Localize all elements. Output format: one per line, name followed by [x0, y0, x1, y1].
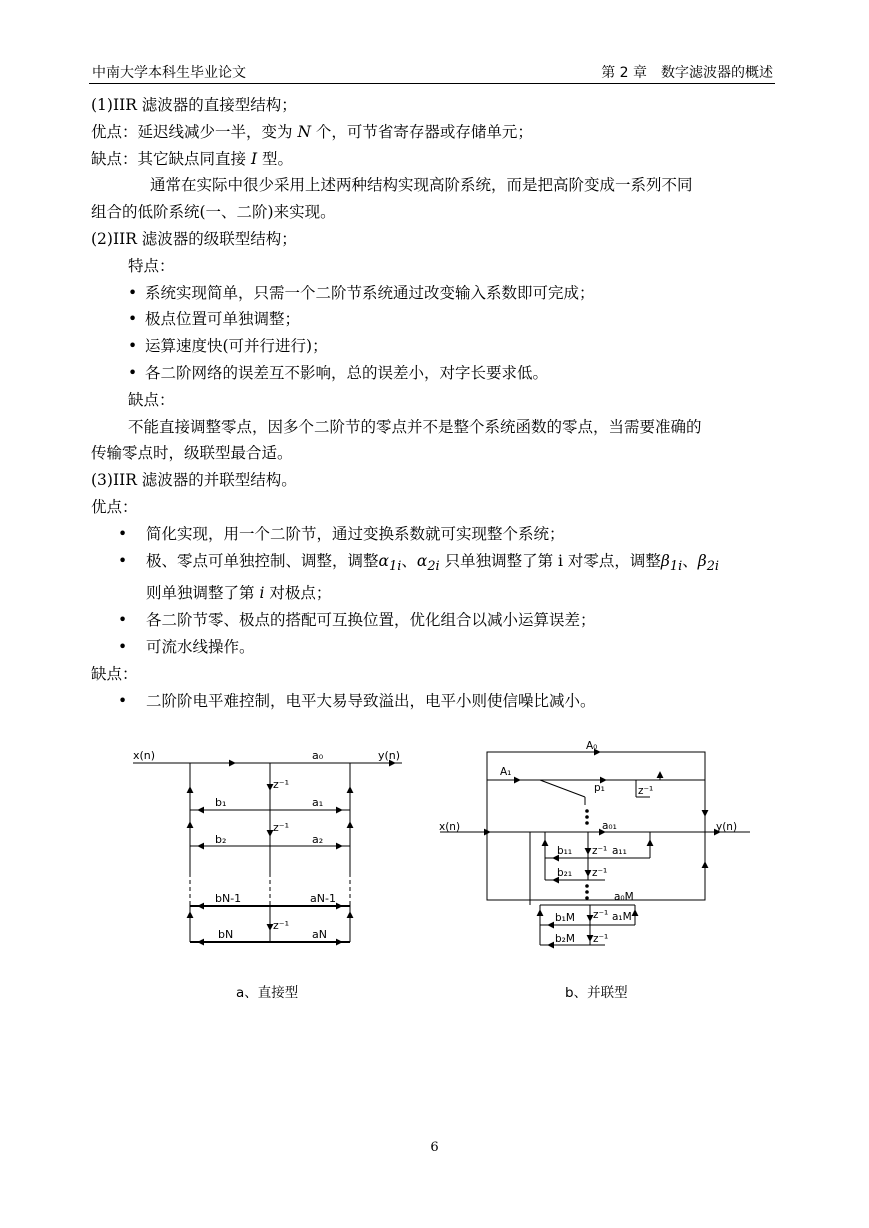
diagonal-path	[540, 780, 585, 797]
list-item: • 系统实现简单，只需一个二阶节系统通过改变输入系数即可完成；	[91, 280, 781, 307]
list-item: • 运算速度快(可并行进行)；	[91, 333, 781, 360]
label-aN1: aN-1	[310, 892, 336, 905]
label-a11: a₁₁	[612, 845, 627, 857]
heading-cascade: (2)IIR 滤波器的级联型结构；	[91, 229, 297, 248]
label-delay-2: z⁻¹	[273, 821, 289, 834]
paragraph-1a: 通常在实际中很少采用上述两种结构实现高阶系统，而是把高阶变成一系列不同	[150, 176, 693, 195]
parallel-advantage-label: 优点：	[91, 497, 138, 516]
label-a1: a₁	[312, 796, 324, 809]
list-item: • 各二阶网络的误差互不影响，总的误差小，对字长要求低。	[91, 360, 781, 387]
list-item: • 简化实现，用一个二阶节，通过变换系数就可实现整个系统；	[91, 521, 781, 548]
heading-direct: (1)IIR 滤波器的直接型结构；	[91, 96, 297, 114]
paragraph-2b: 传输零点时，级联型最合适。	[91, 444, 293, 463]
label-b1M: b₁M	[555, 912, 575, 924]
label-a1M: a₁M	[612, 911, 632, 923]
list-item: • 各二阶节零、极点的搭配可互换位置，优化组合以减小运算误差；	[91, 607, 781, 634]
list-item: • 极、零点可单独控制、调整，调整$\alpha_{1i}$、$\alpha_{2i}$ 只单独调整了第 i 对零点，调整$\beta_{1i}$、$\beta_{2i}$ 则单独调整了第 i 对极点；	[91, 548, 781, 608]
label-delay-m2: z⁻¹	[593, 933, 609, 945]
caption-parallel: b、并联型	[565, 985, 628, 1001]
label-A1: A₁	[500, 766, 512, 778]
label-b2M: b₂M	[555, 933, 575, 945]
header-left: 中南大学本科生毕业论文	[92, 65, 246, 81]
header-right: 第 2 章 数字滤波器的概述	[601, 65, 773, 81]
label-delay-1: z⁻¹	[273, 778, 289, 791]
label-delay-n: z⁻¹	[273, 919, 289, 932]
label-bN: bN	[218, 928, 234, 941]
label-delay-1: z⁻¹	[592, 845, 608, 857]
label-output: y(n)	[378, 749, 401, 762]
label-input: x(n)	[133, 749, 156, 762]
figure-direct-labels	[133, 749, 400, 941]
label-output: y(n)	[716, 821, 738, 833]
label-a01: a₀₁	[602, 820, 617, 832]
label-delay-2: z⁻¹	[592, 867, 608, 879]
label-b21: b₂₁	[557, 867, 573, 879]
label-b1: b₁	[215, 796, 227, 809]
label-a2: a₂	[312, 833, 324, 846]
label-bN1: bN-1	[215, 892, 242, 905]
label-delay-top: z⁻¹	[638, 785, 654, 797]
page-number: 6	[430, 1140, 439, 1155]
direct-advantage: 优点：延迟线减少一半，变为 N 个，可节省寄存器或存储单元；	[91, 122, 533, 141]
label-aN: aN	[312, 928, 327, 941]
heading-parallel: (3)IIR 滤波器的并联型结构。	[91, 471, 297, 490]
label-delay-m1: z⁻¹	[593, 909, 609, 921]
list-item: • 可流水线操作。	[91, 634, 781, 661]
label-A0: A₀	[586, 740, 598, 752]
label-input: x(n)	[439, 821, 461, 833]
list-item: • 极点位置可单独调整；	[91, 306, 781, 333]
parallel-disadvantage-label: 缺点：	[91, 664, 138, 683]
figure-direct-form	[133, 763, 402, 942]
paragraph-1b: 组合的低阶系统(一、二阶)来实现。	[91, 203, 336, 222]
direct-disadvantage: 缺点：其它缺点同直接 I 型。	[91, 149, 293, 168]
cascade-features-label: 特点：	[128, 256, 175, 275]
paragraph-2a: 不能直接调整零点，因多个二阶节的零点并不是整个系统函数的零点，当需要准确的	[128, 417, 702, 436]
label-a0M: a₀M	[614, 891, 634, 903]
caption-direct: a、直接型	[236, 985, 299, 1001]
label-b11: b₁₁	[557, 845, 573, 857]
cascade-disadvantage-label: 缺点：	[128, 390, 175, 409]
label-a0: a₀	[312, 749, 324, 762]
list-item: • 二阶阶电平难控制，电平大易导致溢出，电平小则使信噪比减小。	[91, 688, 781, 715]
label-b2: b₂	[215, 833, 227, 846]
label-p1: p₁	[594, 782, 605, 794]
